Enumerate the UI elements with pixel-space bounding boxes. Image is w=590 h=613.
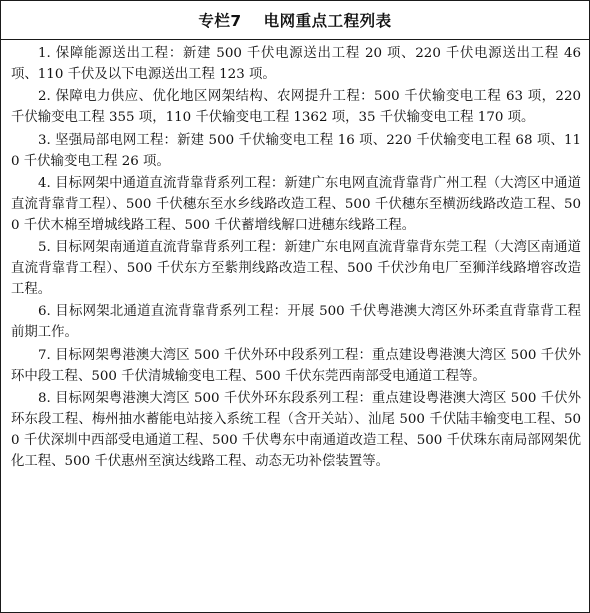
list-item: 6. 目标网架北通道直流背靠背系列工程：开展 500 千伏粤港澳大湾区外环柔直背靠背工程前期工作。 (11, 304, 581, 341)
list-item: 5. 目标网架南通道直流背靠背系列工程：新建广东电网直流背靠背东莞工程（大湾区南通道直流背靠背工程）、500 千伏东方至紫荆线路改造工程、500 千伏沙角电厂至狮洋线路增容改造工程。 (11, 240, 581, 297)
list-item: 3. 坚强局部电网工程：新建 500 千伏输变电工程 16 项、220 千伏输变电工程 68 项、110 千伏输变电工程 26 项。 (11, 132, 581, 169)
column-heading: 电网重点工程列表 (263, 12, 392, 30)
list-item: 1. 保障能源送出工程：新建 500 千伏电源送出工程 20 项、220 千伏电源送出工程 46 项、110 千伏及以下电源送出工程 123 项。 (11, 46, 581, 82)
list-item: 2. 保障电力供应、优化地区网架结构、农网提升工程：500 千伏输变电工程 63 项，220 千伏输变电工程 355 项，110 千伏输变电工程 1362 项，35 千伏输变电工程 170 项。 (11, 89, 581, 126)
list-item: 7. 目标网架粤港澳大湾区 500 千伏外环中段系列工程：重点建设粤港澳大湾区 500 千伏外环中段工程、500 千伏清城输变电工程、500 千伏东莞西南部受电通道工程等。 (11, 347, 581, 384)
list-item: 8. 目标网架粤港澳大湾区 500 千伏外环东段系列工程：重点建设粤港澳大湾区 500 千伏外环东段工程、梅州抽水蓄能电站接入系统工程（含开关站）、汕尾 500 千伏陆丰输变电工程、500 千伏深圳中西部受电通道工程、500 千伏粤东中南通道改造工程、500 千伏珠东南局部网架优化工程、500 千伏惠州至演达线路工程、动态无功补偿装置等。 (11, 391, 581, 469)
column-number: 专栏7 (198, 12, 242, 30)
list-item: 4. 目标网架中通道直流背靠背系列工程：新建广东电网直流背靠背广州工程（大湾区中通道直流背靠背工程）、500 千伏穗东至水乡线路改造工程、500 千伏穗东至横沥线路改造工程、500 千伏木棉至增城线路工程、500 千伏蓄增线解口进穗东线路工程。 (11, 175, 581, 233)
column-title (1, 1, 589, 40)
project-list (11, 44, 581, 474)
